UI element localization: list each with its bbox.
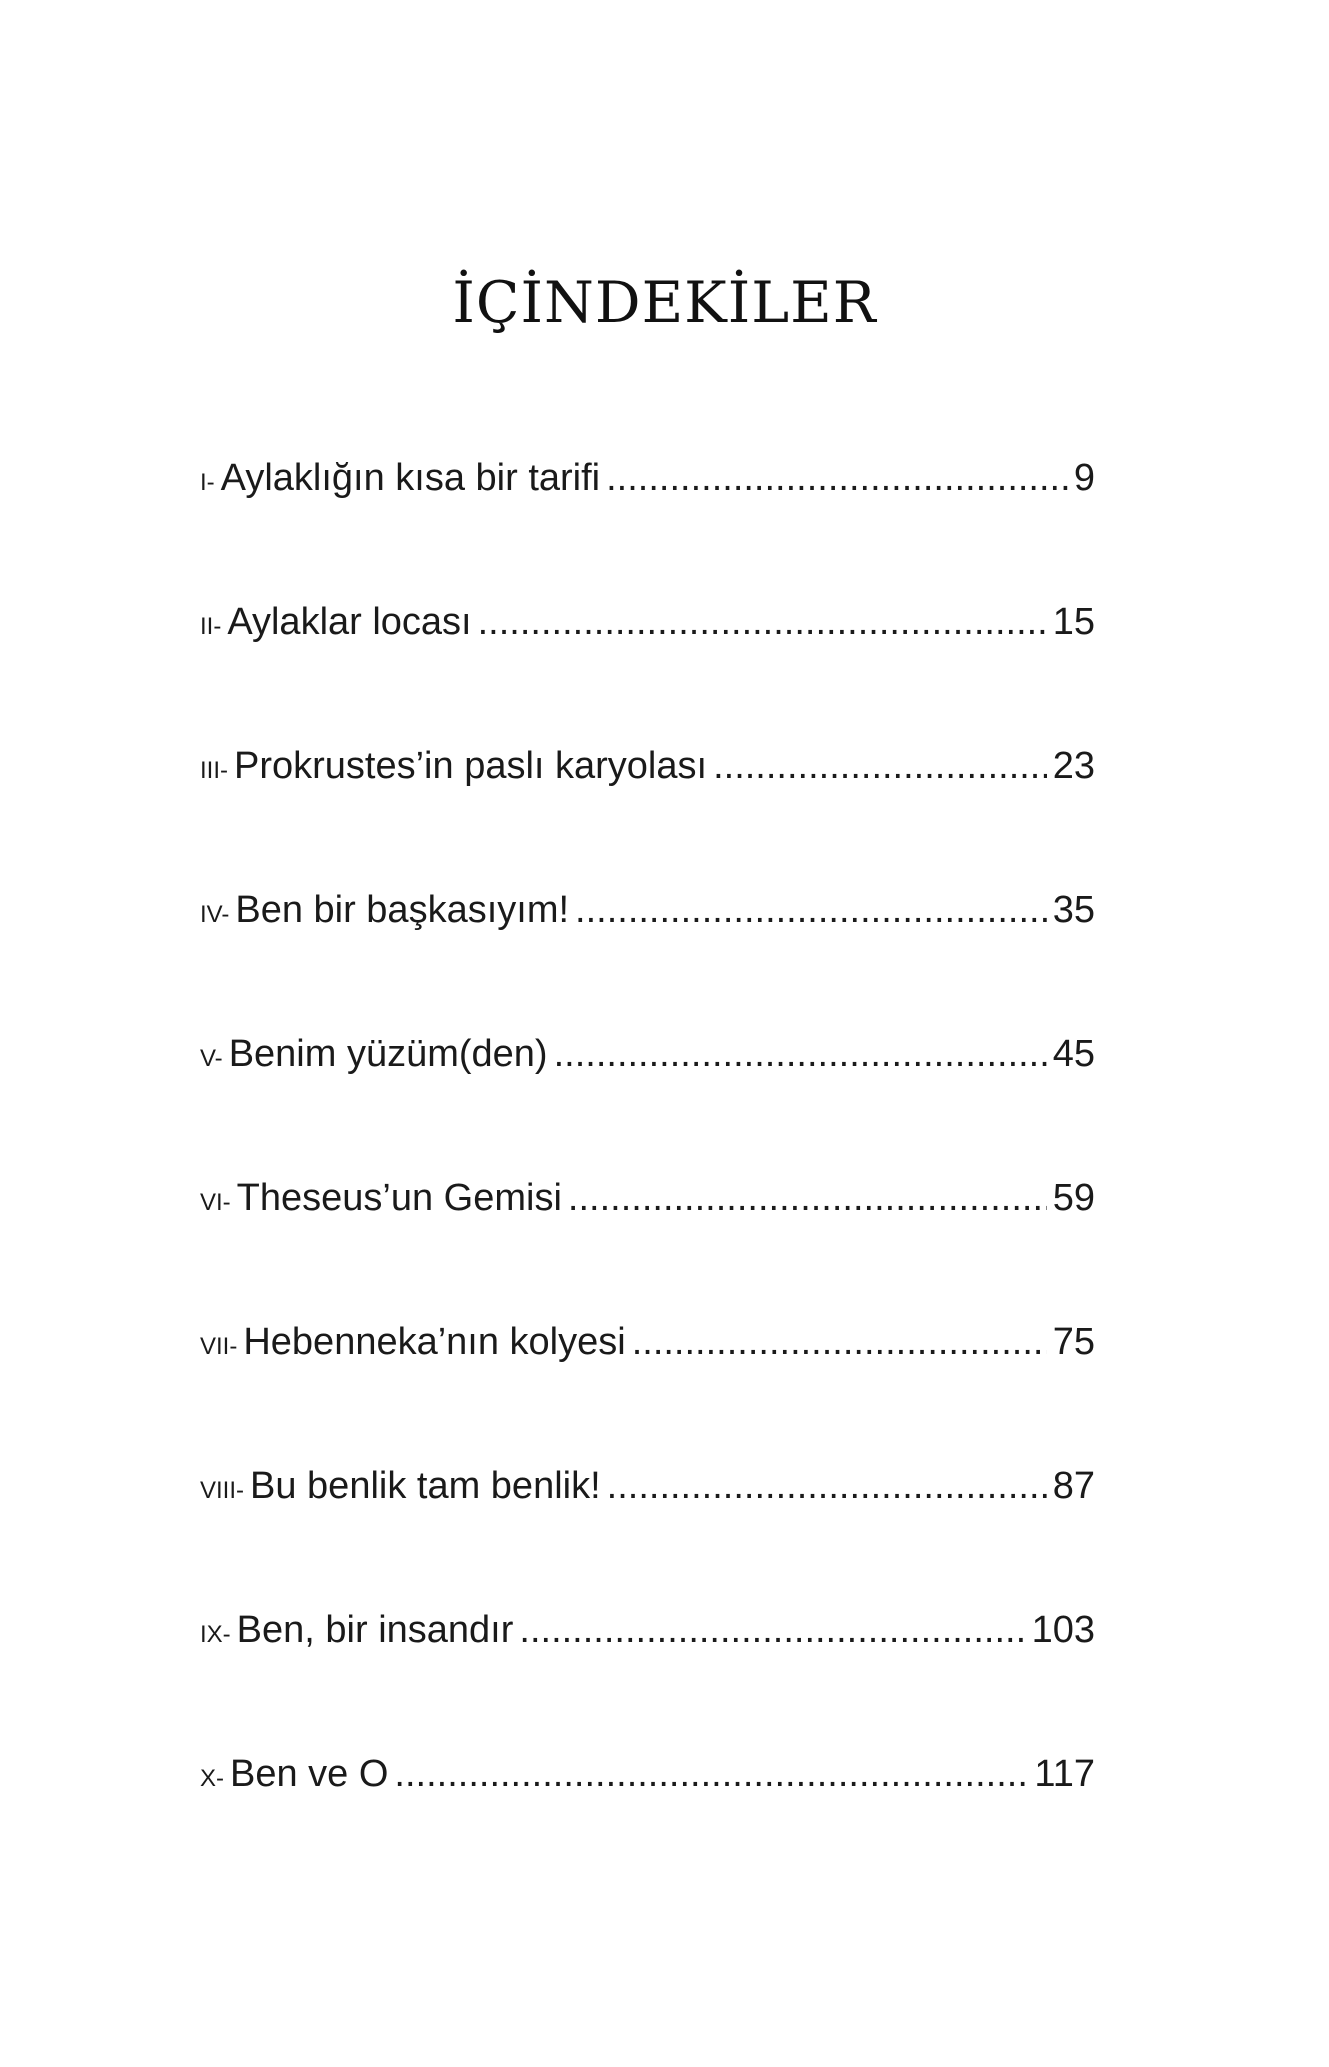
toc-entry-page: 23 (1052, 745, 1095, 787)
toc-entry[interactable] (200, 1456, 1095, 1600)
toc-entry-page: 59 (1052, 1177, 1095, 1219)
toc-entry[interactable] (200, 736, 1095, 880)
toc-entry-title: Aylaklar locası (227, 601, 472, 643)
toc-entry-number: VII- (200, 1333, 238, 1360)
toc-entry-title: Ben ve O (230, 1753, 389, 1795)
page-title: İÇİNDEKİLER (452, 270, 877, 336)
toc-dot-leader (575, 880, 1047, 940)
toc-dot-leader (394, 1744, 1028, 1804)
toc-entry-title: Hebenneka’nın kolyesi (243, 1321, 626, 1363)
toc-entry-title: Aylaklığın kısa bir tarifi (220, 457, 601, 499)
toc-dot-leader (606, 448, 1068, 508)
toc-dot-leader (478, 592, 1047, 652)
toc-entry-title: Bu benlik tam benlik! (250, 1465, 601, 1507)
toc-entry[interactable] (200, 1312, 1095, 1456)
toc-entry-number: I- (200, 469, 215, 496)
toc-entry-page: 117 (1034, 1753, 1095, 1795)
toc-entry[interactable] (200, 1600, 1095, 1744)
toc-entry-title: Prokrustes’in paslı karyolası (234, 745, 708, 787)
toc-entry-number: IX- (200, 1621, 231, 1648)
toc-entry-title: Theseus’un Gemisi (236, 1177, 562, 1219)
table-of-contents (200, 448, 1095, 1888)
toc-entry-number: X- (200, 1765, 224, 1792)
toc-entry-title: Ben, bir insandır (236, 1609, 514, 1651)
toc-entry-page: 15 (1052, 601, 1095, 643)
toc-dot-leader (519, 1600, 1025, 1660)
toc-entry-page: 103 (1031, 1609, 1095, 1651)
toc-dot-leader (554, 1024, 1047, 1084)
toc-dot-leader (607, 1456, 1047, 1516)
toc-entry-number: IV- (200, 901, 230, 928)
toc-dot-leader (632, 1312, 1047, 1372)
toc-entry[interactable] (200, 1168, 1095, 1312)
toc-entry[interactable] (200, 448, 1095, 592)
toc-entry-number: V- (200, 1045, 223, 1072)
toc-entry-page: 45 (1052, 1033, 1095, 1075)
toc-entry-page: 75 (1052, 1321, 1095, 1363)
toc-entry[interactable] (200, 592, 1095, 736)
toc-entry-number: II- (200, 613, 222, 640)
toc-dot-leader (713, 736, 1047, 796)
toc-entry[interactable] (200, 1744, 1095, 1888)
toc-dot-leader (568, 1168, 1047, 1228)
toc-entry-page: 87 (1052, 1465, 1095, 1507)
toc-entry-page: 35 (1052, 889, 1095, 931)
toc-entry-number: VIII- (200, 1477, 245, 1504)
toc-entry-page: 9 (1073, 457, 1095, 499)
toc-entry[interactable] (200, 880, 1095, 1024)
toc-entry-number: III- (200, 757, 228, 784)
toc-entry[interactable] (200, 1024, 1095, 1168)
toc-entry-title: Ben bir başkasıyım! (235, 889, 570, 931)
toc-entry-title: Benim yüzüm(den) (228, 1033, 548, 1075)
toc-entry-number: VI- (200, 1189, 231, 1216)
